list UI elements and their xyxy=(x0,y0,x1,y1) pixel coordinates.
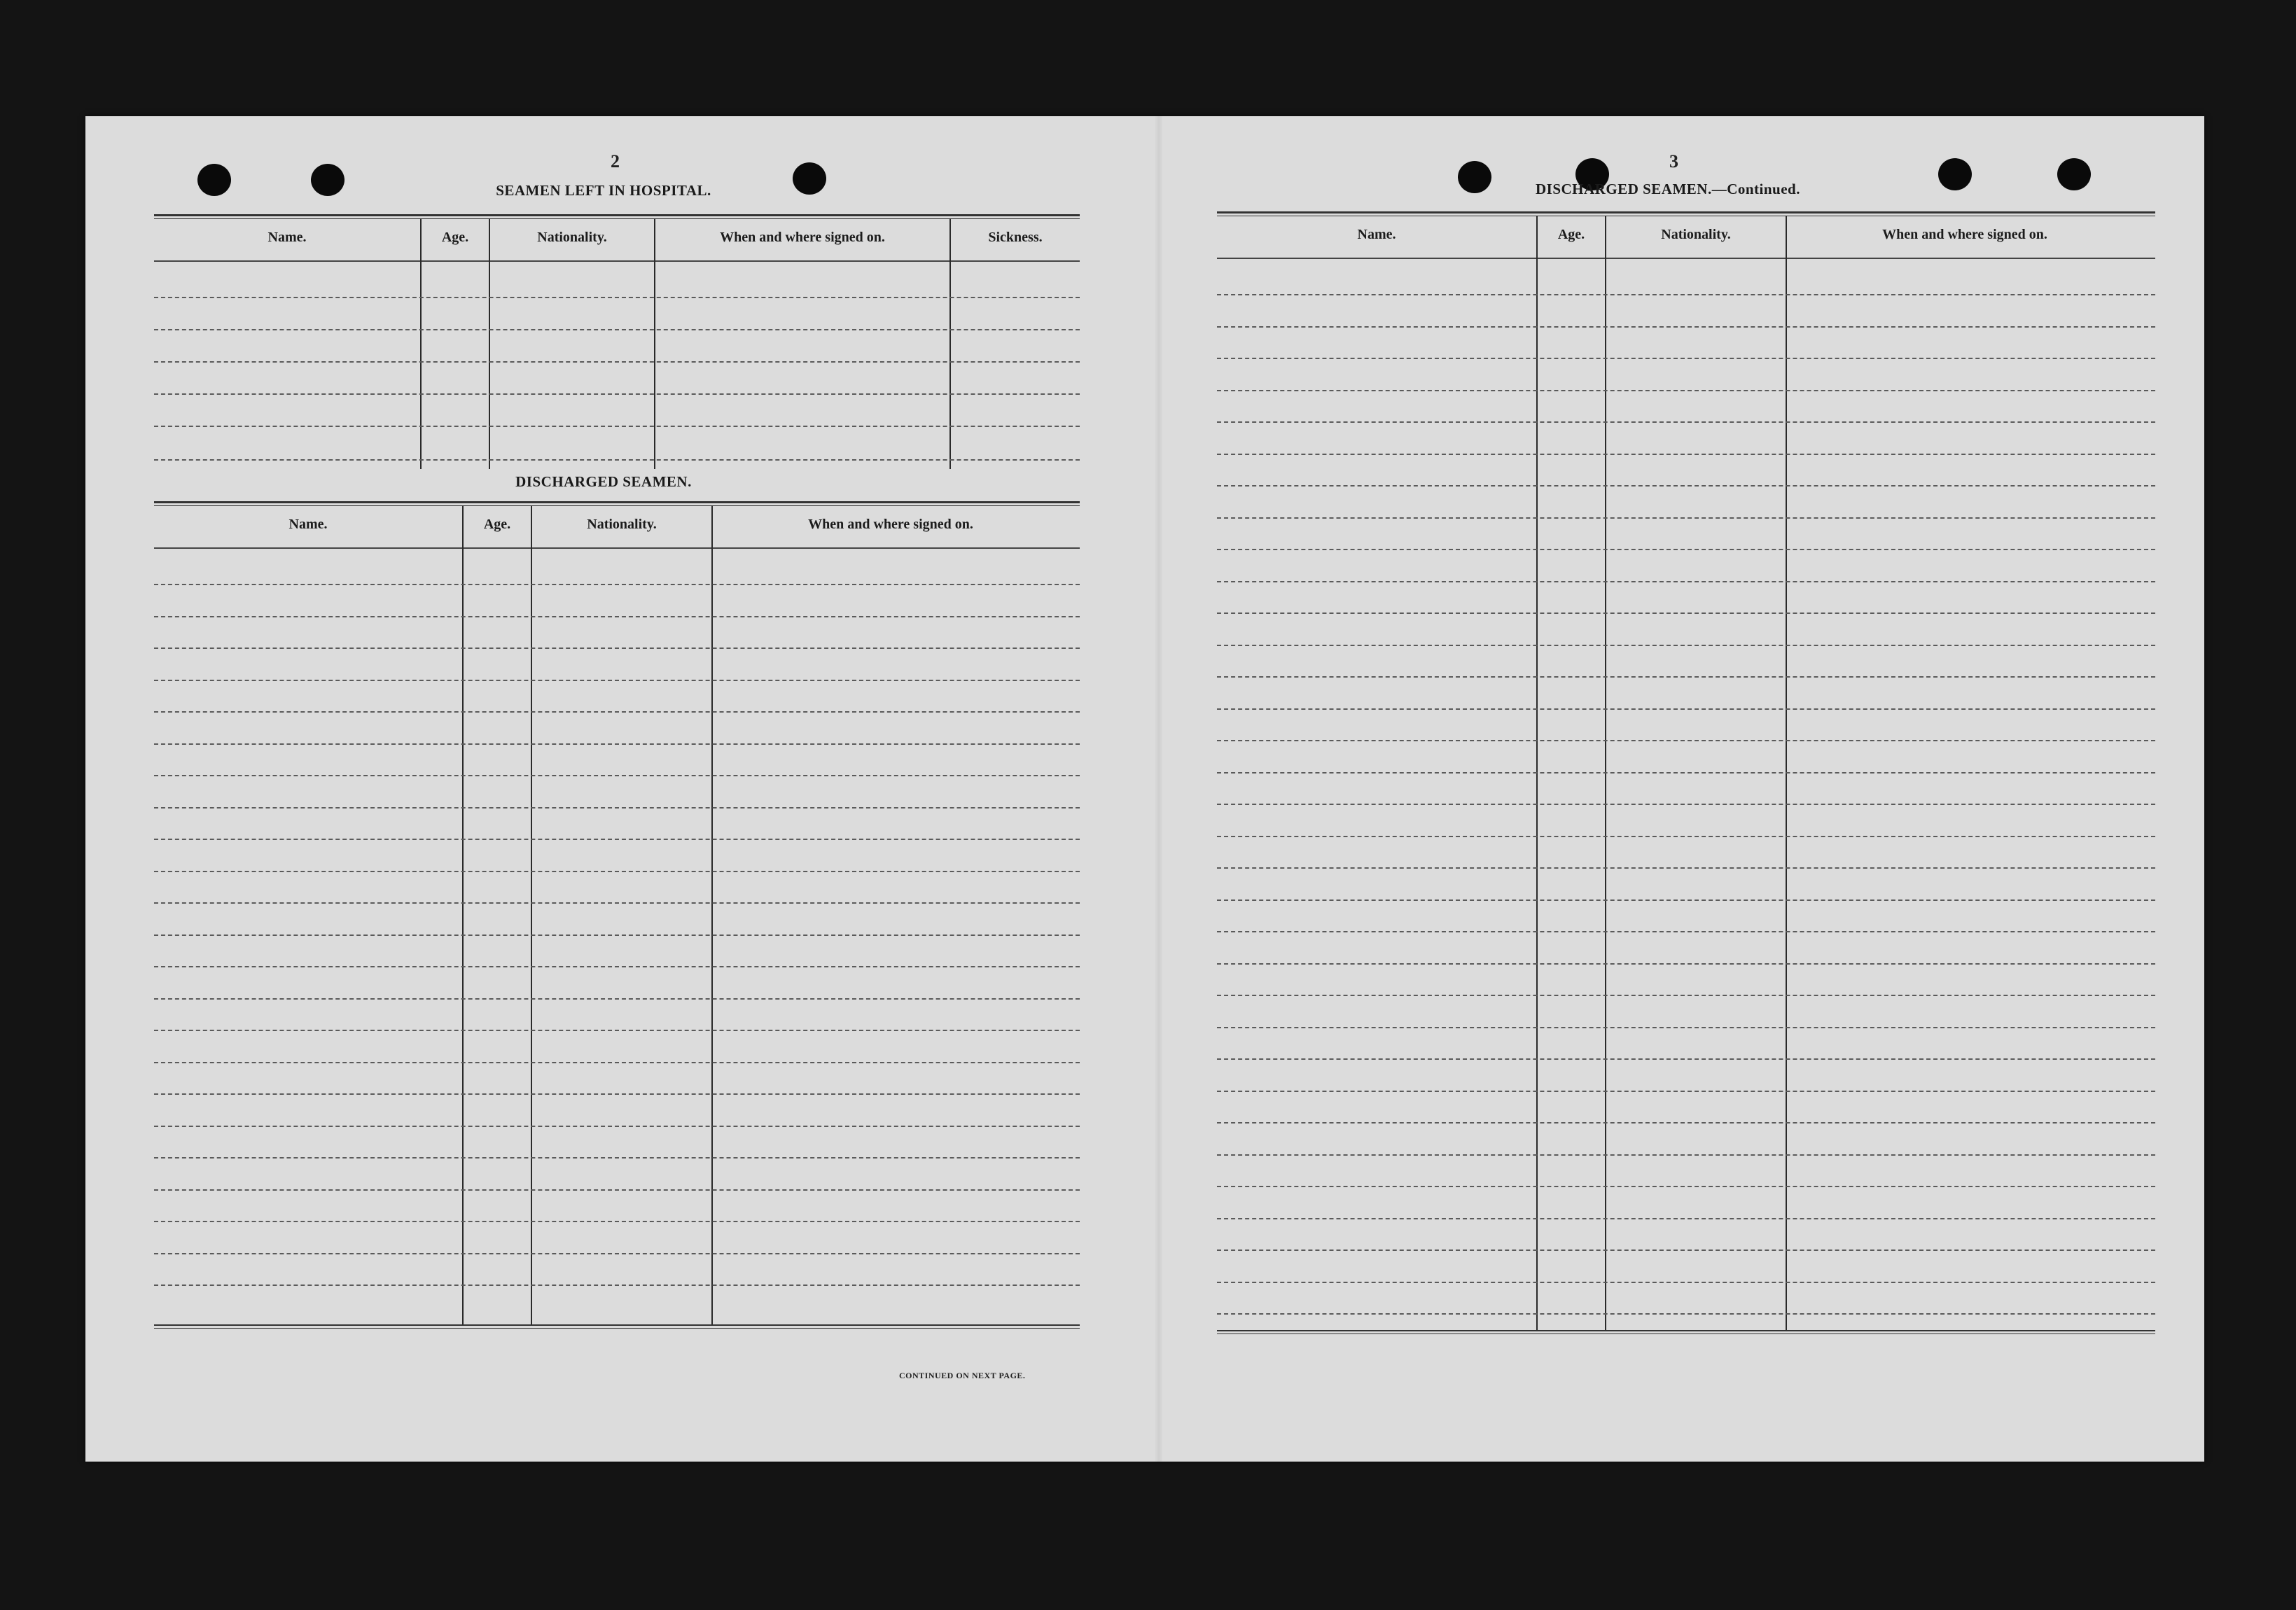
column-divider xyxy=(654,218,655,469)
page-number-left: 2 xyxy=(611,151,620,172)
table-top-rule xyxy=(154,501,1080,506)
header-rule xyxy=(154,260,1080,262)
column-header-age: Age. xyxy=(1557,227,1585,242)
page-fold xyxy=(1155,116,1162,1462)
column-header-name: Name. xyxy=(267,230,307,245)
entry-line xyxy=(154,1284,1080,1286)
column-header-signed-on: When and where signed on. xyxy=(720,230,885,245)
punch-hole xyxy=(311,164,345,196)
entry-line xyxy=(1217,517,2155,519)
entry-line xyxy=(1217,1122,2155,1124)
entry-line xyxy=(1217,1313,2155,1315)
entry-line xyxy=(1217,1154,2155,1156)
entry-line xyxy=(1217,421,2155,423)
entry-line xyxy=(1217,358,2155,359)
column-divider xyxy=(711,505,713,1324)
header-rule xyxy=(1217,258,2155,259)
column-header-age: Age. xyxy=(441,230,469,245)
entry-line xyxy=(154,1157,1080,1158)
punch-hole xyxy=(197,164,231,196)
page-number-right: 3 xyxy=(1669,151,1678,172)
entry-line xyxy=(1217,804,2155,805)
discharged-continued-table xyxy=(1217,211,2155,1373)
entry-line xyxy=(154,775,1080,776)
table-top-rule xyxy=(1217,211,2155,216)
entry-line xyxy=(154,807,1080,808)
entry-line xyxy=(1217,708,2155,710)
entry-line xyxy=(154,426,1080,427)
entry-line xyxy=(154,966,1080,967)
entry-line xyxy=(1217,1250,2155,1251)
entry-line xyxy=(154,1030,1080,1031)
discharged-section-title: DISCHARGED SEAMEN. xyxy=(515,473,692,490)
entry-line xyxy=(1217,645,2155,646)
column-header-signed-on: When and where signed on. xyxy=(1882,227,2047,242)
entry-line xyxy=(1217,1218,2155,1219)
column-divider xyxy=(489,218,490,469)
entry-line xyxy=(1217,867,2155,869)
entry-line xyxy=(1217,454,2155,455)
entry-line xyxy=(154,584,1080,585)
entry-line xyxy=(1217,390,2155,391)
entry-line xyxy=(154,934,1080,936)
entry-line xyxy=(1217,294,2155,295)
entry-line xyxy=(1217,1027,2155,1028)
column-divider xyxy=(949,218,951,469)
column-divider xyxy=(531,505,532,1324)
discharged-continued-title: DISCHARGED SEAMEN.—Continued. xyxy=(1536,181,1800,197)
entry-line xyxy=(1217,1186,2155,1187)
punch-hole xyxy=(2057,158,2091,190)
column-header-name: Name. xyxy=(288,517,328,532)
entry-line xyxy=(154,616,1080,617)
column-header-name: Name. xyxy=(1357,227,1396,242)
table-bottom-rule xyxy=(1217,1330,2155,1334)
entry-line xyxy=(1217,549,2155,550)
entry-line xyxy=(154,871,1080,872)
document-sheet xyxy=(85,116,2204,1462)
entry-line xyxy=(1217,1282,2155,1283)
entry-line xyxy=(154,393,1080,395)
entry-line xyxy=(1217,1058,2155,1060)
entry-line xyxy=(154,711,1080,713)
table-bottom-rule xyxy=(154,1324,1080,1329)
continued-note: CONTINUED ON NEXT PAGE. xyxy=(899,1371,1026,1380)
entry-line xyxy=(1217,931,2155,932)
header-rule xyxy=(154,547,1080,549)
entry-line xyxy=(154,680,1080,681)
entry-line xyxy=(154,1221,1080,1222)
entry-line xyxy=(1217,995,2155,996)
entry-line xyxy=(1217,1091,2155,1092)
entry-line xyxy=(154,361,1080,363)
entry-line xyxy=(1217,899,2155,901)
entry-line xyxy=(154,902,1080,904)
entry-line xyxy=(154,743,1080,745)
entry-line xyxy=(1217,740,2155,741)
column-header-nationality: Nationality. xyxy=(1661,227,1731,242)
column-divider xyxy=(462,505,464,1324)
entry-line xyxy=(154,839,1080,840)
entry-line xyxy=(154,1253,1080,1254)
entry-line xyxy=(154,1062,1080,1063)
column-header-sickness: Sickness. xyxy=(988,230,1043,245)
entry-line xyxy=(154,1189,1080,1191)
entry-line xyxy=(154,297,1080,298)
column-header-nationality: Nationality. xyxy=(587,517,657,532)
column-header-age: Age. xyxy=(483,517,511,532)
entry-line xyxy=(154,459,1080,461)
entry-line xyxy=(1217,326,2155,328)
column-header-signed-on: When and where signed on. xyxy=(808,517,973,532)
column-divider xyxy=(420,218,422,469)
punch-hole xyxy=(1938,158,1972,190)
hospital-section-title: SEAMEN LEFT IN HOSPITAL. xyxy=(496,182,711,199)
entry-line xyxy=(154,1093,1080,1095)
entry-line xyxy=(1217,581,2155,582)
entry-line xyxy=(1217,963,2155,965)
discharged-table xyxy=(154,501,1080,1369)
entry-line xyxy=(154,1126,1080,1127)
entry-line xyxy=(1217,836,2155,837)
entry-line xyxy=(1217,485,2155,486)
entry-line xyxy=(154,648,1080,649)
column-header-nationality: Nationality. xyxy=(537,230,607,245)
table-top-rule xyxy=(154,214,1080,219)
entry-line xyxy=(154,998,1080,1000)
entry-line xyxy=(1217,612,2155,614)
entry-line xyxy=(154,329,1080,330)
entry-line xyxy=(1217,772,2155,774)
entry-line xyxy=(1217,676,2155,678)
